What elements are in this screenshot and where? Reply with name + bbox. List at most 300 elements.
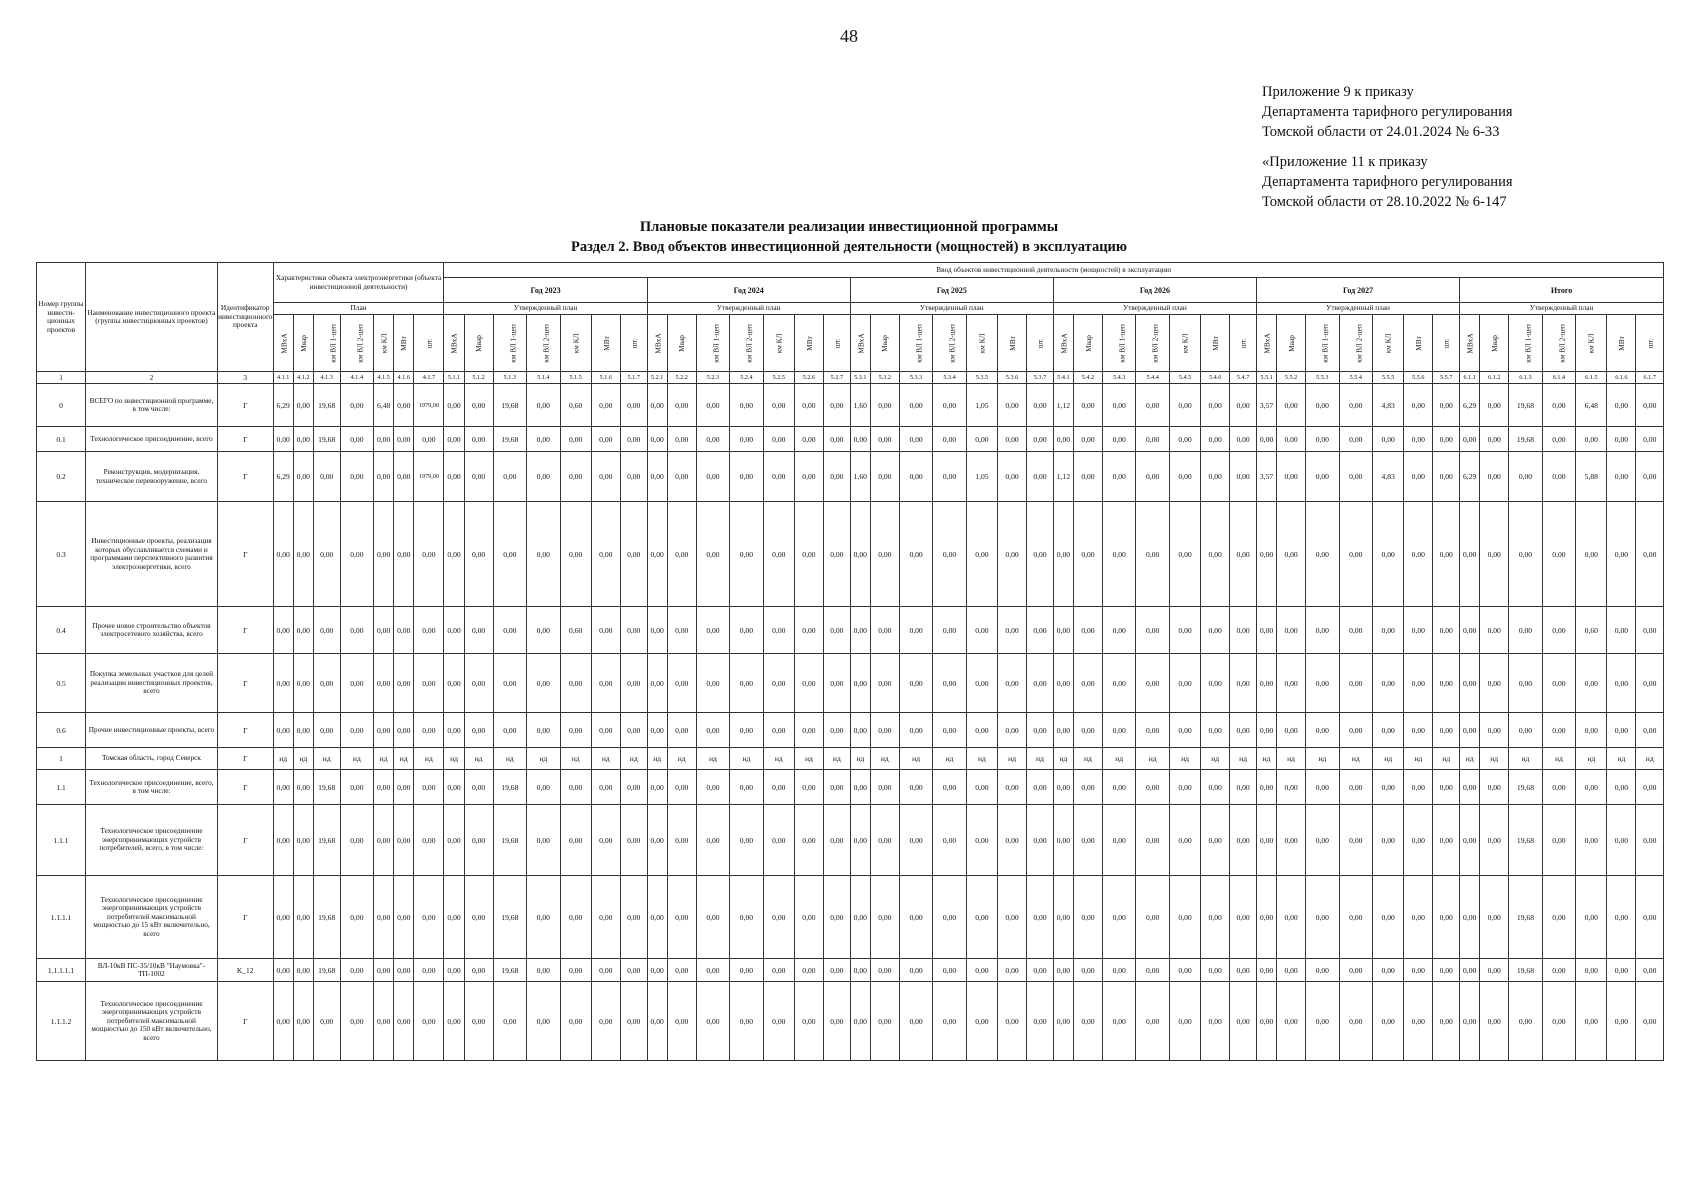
unit-label: Мвар: [474, 334, 484, 352]
value-cell: 0,00: [273, 982, 293, 1061]
value-cell: нд: [1136, 748, 1169, 770]
value-cell: 0,00: [647, 384, 667, 427]
value-cell: 0,00: [870, 982, 899, 1061]
value-cell: 0,00: [313, 713, 340, 748]
value-cell: 0,00: [850, 959, 870, 982]
index-row: [37, 372, 1664, 384]
value-cell: 0,00: [493, 607, 526, 654]
value-cell: 0,00: [1073, 427, 1102, 452]
unit-label: Мвар: [1489, 334, 1499, 352]
value-cell: нд: [933, 748, 966, 770]
value-cell: 0,00: [1607, 770, 1636, 805]
value-cell: нд: [899, 748, 932, 770]
value-cell: 0,00: [1073, 502, 1102, 607]
title-line-2: Раздел 2. Ввод объектов инвестиционной деятельности (мощностей) в эксплуатацию: [571, 239, 1127, 255]
column-index: 5.4.5: [1169, 372, 1200, 384]
value-cell: 0,00: [591, 805, 620, 876]
header-unit: [998, 315, 1027, 372]
value-cell: 0,00: [1576, 982, 1607, 1061]
row-identifier: Г: [217, 982, 273, 1061]
value-cell: нд: [394, 748, 414, 770]
value-cell: 0,00: [1433, 384, 1460, 427]
value-cell: 0,00: [1169, 452, 1200, 502]
value-cell: 0,00: [374, 770, 394, 805]
header-unit: [1053, 315, 1073, 372]
column-index: 2: [86, 372, 218, 384]
value-cell: 0,00: [444, 876, 464, 959]
value-cell: 0,00: [1169, 427, 1200, 452]
value-cell: нд: [1373, 748, 1404, 770]
value-cell: 0,00: [1102, 959, 1135, 982]
header-unit: [1373, 315, 1404, 372]
value-cell: 0,00: [823, 427, 850, 452]
value-cell: 0,00: [1542, 502, 1575, 607]
value-cell: 0,00: [1373, 876, 1404, 959]
column-index: 5.2.5: [763, 372, 794, 384]
value-cell: 0,00: [1169, 654, 1200, 713]
value-cell: 0,00: [1404, 876, 1433, 959]
value-cell: 1,12: [1053, 384, 1073, 427]
value-cell: 1,12: [1053, 452, 1073, 502]
row-number: 0.2: [37, 452, 86, 502]
value-cell: 0,00: [340, 982, 373, 1061]
value-cell: 0,00: [1201, 959, 1230, 982]
value-cell: 19,68: [313, 876, 340, 959]
column-index: 5.1.5: [560, 372, 591, 384]
value-cell: 0,00: [1480, 502, 1509, 607]
value-cell: 0,00: [620, 427, 647, 452]
value-cell: 0,00: [1576, 427, 1607, 452]
header-plan: План: [273, 303, 444, 315]
value-cell: 0,00: [966, 982, 997, 1061]
value-cell: 0,00: [493, 502, 526, 607]
value-cell: 0,00: [1073, 654, 1102, 713]
value-cell: 0,00: [850, 427, 870, 452]
value-cell: 19,68: [1509, 805, 1542, 876]
value-cell: 0,00: [414, 713, 444, 748]
value-cell: 0,00: [374, 876, 394, 959]
value-cell: 0,00: [966, 959, 997, 982]
unit-label: км ВЛ 2-цеп: [948, 323, 958, 363]
value-cell: 0,00: [1136, 876, 1169, 959]
header-unit: [730, 315, 763, 372]
value-cell: 0,00: [966, 770, 997, 805]
value-cell: 0,00: [823, 959, 850, 982]
value-cell: 0,00: [1480, 427, 1509, 452]
row-number: 0: [37, 384, 86, 427]
value-cell: 0,00: [394, 876, 414, 959]
value-cell: 0,00: [1256, 959, 1276, 982]
column-index: 5.1.4: [527, 372, 560, 384]
value-cell: 0,00: [696, 502, 729, 607]
value-cell: 0,00: [667, 452, 696, 502]
value-cell: 0,00: [591, 427, 620, 452]
value-cell: 0,00: [591, 982, 620, 1061]
value-cell: нд: [1027, 748, 1054, 770]
value-cell: 0,00: [966, 427, 997, 452]
column-index: 3: [217, 372, 273, 384]
value-cell: 0,00: [966, 654, 997, 713]
value-cell: нд: [667, 748, 696, 770]
value-cell: 0,00: [1201, 384, 1230, 427]
value-cell: 0,00: [293, 502, 313, 607]
row-identifier: Г: [217, 502, 273, 607]
value-cell: 0,00: [1480, 384, 1509, 427]
unit-label: км ВЛ 1-цеп: [1523, 323, 1533, 363]
document-title: [0, 217, 1698, 257]
value-cell: 0,00: [414, 805, 444, 876]
value-cell: 0,00: [933, 452, 966, 502]
value-cell: 0,00: [1460, 876, 1480, 959]
value-cell: 0,00: [933, 654, 966, 713]
column-index: 6.1.1: [1460, 372, 1480, 384]
value-cell: 0,00: [667, 876, 696, 959]
column-index: 5.5.5: [1373, 372, 1404, 384]
value-cell: 0,00: [493, 452, 526, 502]
column-index: 6.1.7: [1636, 372, 1664, 384]
value-cell: 0,00: [527, 805, 560, 876]
value-cell: 0,00: [1073, 607, 1102, 654]
value-cell: 0,00: [730, 770, 763, 805]
row-identifier: Г: [217, 427, 273, 452]
value-cell: 0,00: [394, 607, 414, 654]
value-cell: 0,00: [620, 770, 647, 805]
value-cell: нд: [1277, 748, 1306, 770]
value-cell: 0,00: [591, 502, 620, 607]
unit-label: км КЛ: [1383, 333, 1393, 353]
header-unit: [966, 315, 997, 372]
value-cell: 0,00: [591, 452, 620, 502]
unit-label: Мвар: [880, 334, 890, 352]
value-cell: 0,00: [763, 713, 794, 748]
value-cell: 0,00: [763, 502, 794, 607]
value-cell: 0,00: [560, 770, 591, 805]
value-cell: 0,00: [1053, 770, 1073, 805]
value-cell: 0,00: [1636, 876, 1664, 959]
title-line-1: Плановые показатели реализации инвестиционной программы: [639, 219, 1059, 235]
column-index: 6.1.4: [1542, 372, 1575, 384]
value-cell: 0,00: [464, 805, 493, 876]
value-cell: 0,00: [794, 805, 823, 876]
value-cell: 0,00: [647, 654, 667, 713]
value-cell: 0,00: [1480, 452, 1509, 502]
value-cell: 0,00: [998, 427, 1027, 452]
column-index: 5.3.7: [1027, 372, 1054, 384]
unit-label: км ВЛ 1-цеп: [711, 323, 721, 363]
value-cell: 0,00: [1053, 959, 1073, 982]
value-cell: 0,00: [560, 427, 591, 452]
value-cell: нд: [763, 748, 794, 770]
header-year: Год 2026: [1053, 278, 1256, 303]
value-cell: 0,00: [1339, 876, 1372, 959]
table-row: [37, 959, 1664, 982]
table-row: [37, 502, 1664, 607]
value-cell: 0,00: [1404, 384, 1433, 427]
value-cell: 0,00: [1636, 959, 1664, 982]
value-cell: 0,00: [794, 959, 823, 982]
value-cell: 0,00: [870, 607, 899, 654]
value-cell: 0,00: [560, 982, 591, 1061]
value-cell: 0,00: [1277, 427, 1306, 452]
header-unit: [1102, 315, 1135, 372]
value-cell: 0,00: [998, 384, 1027, 427]
column-index: 5.5.4: [1339, 372, 1372, 384]
value-cell: 0,00: [823, 384, 850, 427]
value-cell: 0,00: [560, 452, 591, 502]
value-cell: нд: [293, 748, 313, 770]
value-cell: 0,00: [1542, 805, 1575, 876]
value-cell: 6,29: [273, 384, 293, 427]
value-cell: 0,00: [560, 502, 591, 607]
value-cell: 0,00: [444, 713, 464, 748]
row-number: 1.1: [37, 770, 86, 805]
value-cell: 0,00: [1230, 959, 1257, 982]
value-cell: 0,00: [527, 770, 560, 805]
row-project-name: Прочие инвестиционные проекты, всего: [86, 713, 218, 748]
header-unit: [667, 315, 696, 372]
appendix-reference-current: Приложение 9 к приказу Департамента тарифного регулирования Томской области от 24.01.2024 № 6-33: [1262, 84, 1513, 140]
value-cell: 0,00: [1256, 654, 1276, 713]
value-cell: 19,68: [313, 384, 340, 427]
value-cell: 0,00: [527, 452, 560, 502]
value-cell: 0,00: [696, 384, 729, 427]
column-index: 5.3.4: [933, 372, 966, 384]
row-identifier: Г: [217, 748, 273, 770]
value-cell: 0,00: [560, 654, 591, 713]
value-cell: 0,00: [527, 713, 560, 748]
row-identifier: Г: [217, 607, 273, 654]
value-cell: 0,00: [1027, 805, 1054, 876]
header-unit: [394, 315, 414, 372]
value-cell: 6,29: [1460, 384, 1480, 427]
value-cell: 0,00: [591, 770, 620, 805]
value-cell: нд: [1576, 748, 1607, 770]
header-unit: [1576, 315, 1607, 372]
value-cell: 0,00: [899, 959, 932, 982]
value-cell: 0,00: [1607, 654, 1636, 713]
value-cell: нд: [1169, 748, 1200, 770]
value-cell: 0,00: [1277, 607, 1306, 654]
value-cell: 0,00: [1053, 982, 1073, 1061]
header-unit: [1480, 315, 1509, 372]
value-cell: 0,00: [620, 654, 647, 713]
value-cell: нд: [1102, 748, 1135, 770]
value-cell: 0,00: [1542, 770, 1575, 805]
value-cell: 0,00: [1053, 502, 1073, 607]
value-cell: 0,00: [696, 982, 729, 1061]
value-cell: 0,00: [313, 982, 340, 1061]
unit-label: шт.: [1035, 337, 1045, 349]
value-cell: 0,00: [1136, 452, 1169, 502]
value-cell: 0,00: [394, 982, 414, 1061]
table-row: [37, 713, 1664, 748]
unit-label: км ВЛ 1-цеп: [1117, 323, 1127, 363]
value-cell: 19,68: [313, 959, 340, 982]
value-cell: 0,00: [1607, 982, 1636, 1061]
header-unit: [1073, 315, 1102, 372]
unit-label: МВт: [399, 335, 409, 351]
value-cell: 0,00: [340, 805, 373, 876]
column-index: 5.4.4: [1136, 372, 1169, 384]
value-cell: 0,00: [1509, 713, 1542, 748]
value-cell: 0,00: [444, 427, 464, 452]
value-cell: 0,00: [899, 384, 932, 427]
value-cell: 0,00: [414, 427, 444, 452]
value-cell: 0,00: [1636, 770, 1664, 805]
value-cell: 0,00: [1373, 502, 1404, 607]
row-number: 1.1.1.1: [37, 876, 86, 959]
value-cell: 19,68: [1509, 959, 1542, 982]
row-number: 0.3: [37, 502, 86, 607]
value-cell: 0,00: [293, 805, 313, 876]
value-cell: нд: [998, 748, 1027, 770]
value-cell: 4,83: [1373, 452, 1404, 502]
value-cell: 0,00: [414, 876, 444, 959]
value-cell: 0,00: [1306, 384, 1339, 427]
column-index: 1: [37, 372, 86, 384]
value-cell: 0,00: [273, 770, 293, 805]
value-cell: нд: [273, 748, 293, 770]
value-cell: 0,00: [1542, 713, 1575, 748]
value-cell: 1,05: [966, 452, 997, 502]
value-cell: 0,00: [1230, 876, 1257, 959]
value-cell: 0,00: [1542, 982, 1575, 1061]
header-unit: [1460, 315, 1480, 372]
value-cell: 6,48: [374, 384, 394, 427]
value-cell: 0,00: [667, 427, 696, 452]
value-cell: 0,00: [1460, 607, 1480, 654]
value-cell: нд: [1339, 748, 1372, 770]
unit-label: МВхА: [450, 332, 460, 354]
unit-label: МВт: [804, 335, 814, 351]
value-cell: 0,00: [667, 770, 696, 805]
value-cell: нд: [464, 748, 493, 770]
row-project-name: Инвестиционные проекты, реализация которых обуславливается схемами и программами перспективного развития электроэнергетики, всего: [86, 502, 218, 607]
value-cell: 0,00: [899, 982, 932, 1061]
value-cell: 1,05: [966, 384, 997, 427]
value-cell: нд: [560, 748, 591, 770]
value-cell: 0,00: [293, 427, 313, 452]
header-unit: [1542, 315, 1575, 372]
value-cell: 0,00: [730, 959, 763, 982]
value-cell: 0,00: [794, 770, 823, 805]
header-unit: [1339, 315, 1372, 372]
header-unit: [1136, 315, 1169, 372]
header-unit: [647, 315, 667, 372]
column-index: 5.5.2: [1277, 372, 1306, 384]
value-cell: 0,00: [1102, 876, 1135, 959]
value-cell: 0,00: [1136, 959, 1169, 982]
value-cell: 1,60: [850, 452, 870, 502]
value-cell: 0,00: [293, 452, 313, 502]
value-cell: 0,00: [620, 384, 647, 427]
value-cell: 0,00: [966, 876, 997, 959]
value-cell: 6,48: [1576, 384, 1607, 427]
value-cell: 0,00: [1136, 770, 1169, 805]
value-cell: 0,00: [1136, 713, 1169, 748]
unit-label: МВхА: [1059, 332, 1069, 354]
value-cell: 0,00: [730, 713, 763, 748]
unit-label: км ВЛ 2-цеп: [355, 323, 365, 363]
value-cell: 0,00: [667, 384, 696, 427]
value-cell: 0,00: [1433, 959, 1460, 982]
value-cell: 0,00: [1339, 959, 1372, 982]
value-cell: 0,00: [933, 427, 966, 452]
header-approved-plan: Утвержденный план: [444, 303, 647, 315]
value-cell: 0,00: [1404, 982, 1433, 1061]
unit-label: км ВЛ 1-цеп: [508, 323, 518, 363]
value-cell: 0,00: [1277, 384, 1306, 427]
header-year: Год 2025: [850, 278, 1053, 303]
unit-label: км ВЛ 2-цеп: [1557, 323, 1567, 363]
column-index: 4.1.3: [313, 372, 340, 384]
value-cell: 0,00: [1027, 452, 1054, 502]
value-cell: 0,00: [1027, 427, 1054, 452]
value-cell: 0,00: [998, 876, 1027, 959]
value-cell: 0,00: [591, 713, 620, 748]
row-project-name: Технологическое присоединение энергопринимающих устройств потребителей, всего, в том числе:: [86, 805, 218, 876]
value-cell: 0,00: [1460, 982, 1480, 1061]
value-cell: 0,00: [730, 452, 763, 502]
value-cell: 0,00: [1306, 770, 1339, 805]
value-cell: 0,00: [899, 770, 932, 805]
unit-label: Мвар: [677, 334, 687, 352]
unit-label: МВт: [601, 335, 611, 351]
value-cell: 0,00: [444, 654, 464, 713]
unit-label: шт.: [629, 337, 639, 349]
value-cell: 19,68: [313, 427, 340, 452]
value-cell: 0,00: [870, 502, 899, 607]
value-cell: 19,68: [1509, 427, 1542, 452]
value-cell: 0,00: [374, 427, 394, 452]
value-cell: 0,00: [1136, 805, 1169, 876]
value-cell: 0,00: [1277, 982, 1306, 1061]
value-cell: 0,00: [1339, 654, 1372, 713]
investment-plan-table: [36, 262, 1664, 1061]
value-cell: 0,00: [696, 607, 729, 654]
row-project-name: Технологическое присоединение энергопринимающих устройств потребителей максимальной мощностью до 15 кВт включительно, всего: [86, 876, 218, 959]
value-cell: 0,00: [794, 452, 823, 502]
value-cell: 0,00: [464, 502, 493, 607]
value-cell: 0,00: [1576, 770, 1607, 805]
value-cell: 0,00: [340, 502, 373, 607]
value-cell: 0,00: [966, 607, 997, 654]
unit-label: МВхА: [856, 332, 866, 354]
value-cell: 0,00: [414, 770, 444, 805]
value-cell: 0,00: [998, 713, 1027, 748]
value-cell: 0,00: [1607, 876, 1636, 959]
column-index: 5.5.1: [1256, 372, 1276, 384]
value-cell: нд: [1542, 748, 1575, 770]
value-cell: нд: [374, 748, 394, 770]
value-cell: 0,00: [1576, 805, 1607, 876]
value-cell: 0,00: [464, 876, 493, 959]
value-cell: нд: [647, 748, 667, 770]
value-cell: 0,00: [1256, 427, 1276, 452]
value-cell: 0,00: [1433, 770, 1460, 805]
value-cell: 0,00: [493, 654, 526, 713]
value-cell: 0,00: [1277, 959, 1306, 982]
value-cell: 0,00: [667, 713, 696, 748]
header-unit: [313, 315, 340, 372]
value-cell: 0,00: [1306, 607, 1339, 654]
value-cell: 0,00: [527, 502, 560, 607]
row-identifier: Г: [217, 452, 273, 502]
column-index: 5.4.7: [1230, 372, 1257, 384]
value-cell: 0,00: [1607, 959, 1636, 982]
row-identifier: Г: [217, 805, 273, 876]
value-cell: 0,00: [527, 607, 560, 654]
